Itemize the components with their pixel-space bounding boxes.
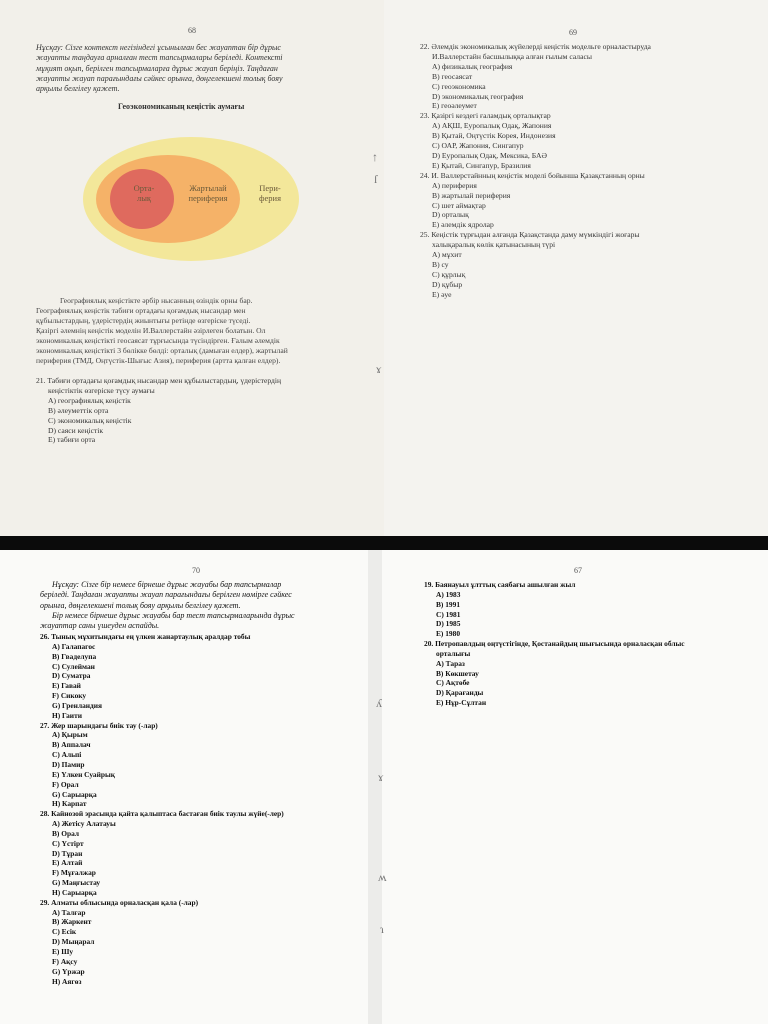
answer-option: D) Қарағанды: [436, 688, 484, 698]
pencil-mark: ʎ: [376, 696, 382, 710]
answer-option: C) Сулейман: [52, 661, 95, 671]
answer-option: F) Ақсу: [52, 956, 78, 966]
pencil-mark: ɤ: [376, 362, 382, 376]
question-text: 28. Кайнозой эрасында қайта қалыптаса бастаған биік таулы жүйе(-лер): [40, 809, 284, 819]
pencil-mark: ↑: [372, 150, 378, 164]
instruction-line: арқылы белгілеу қажет.: [36, 84, 120, 94]
pencil-mark: ɤ: [378, 770, 384, 784]
answer-option: C) геоэкономика: [432, 81, 486, 91]
question-text: 22. Әлемдік экономикалық жүйелерді кеңістік модельге орналастыруда: [420, 42, 651, 51]
answer-option: C) Альпі: [52, 750, 82, 760]
answer-option: G) Үржар: [52, 966, 85, 976]
instruction-line: беріледі. Таңдаған жауапты жауап парағындағы берілген нөмірге сәйкес: [40, 590, 292, 600]
answer-option: E) әуе: [432, 289, 452, 299]
answer-option: E) геоәлеумет: [432, 101, 477, 111]
instruction-line: мұқият оқып, берілген тапсырмаларға дұрыс жауап беріңіз. Таңдаған: [36, 63, 278, 73]
instruction-line: жауапты жауап парағындағы сәйкес орынға, дөңгелекшені толық бояу: [36, 73, 283, 83]
answer-option: B) Көкшетау: [436, 668, 479, 678]
question-text: 21. Табиғи ортадағы қоғамдық нысандар мен құбылыстардың, үдерістердің: [36, 376, 282, 385]
answer-option: E) Гавай: [52, 681, 81, 691]
answer-option: B) әлеуметтік орта: [48, 405, 109, 415]
instruction-line: Нұсқау: Сізге бір немесе бірнеше дұрыс жауабы бар тапсырмалар: [52, 580, 282, 589]
periphery-label: Пери- ферия: [259, 183, 281, 203]
answer-option: C) Ақтөбе: [436, 678, 470, 688]
core-label: Орта- лық: [133, 183, 155, 203]
answer-option: B) Гваделупа: [52, 651, 97, 661]
context-paragraph: [36, 296, 356, 366]
paragraph-line: экономикалық кеңістікті 3 бөлікке бөлді: орталық (дамыған елдер), жартылай: [36, 346, 288, 355]
answer-option: E) Алтай: [52, 858, 83, 868]
answer-option: F) Сикоку: [52, 691, 87, 701]
page-68: [0, 0, 384, 548]
answer-option: C) Үстірт: [52, 838, 84, 848]
instruction-line: орынға, дөңгелекшені толық бояу арқылы белгілеу қажет.: [40, 600, 241, 610]
question-text: 26. Тынық мұхитындағы ең үлкен жанартаулық аралдар тобы: [40, 632, 251, 641]
answer-option: E) Нұр-Сұлтан: [436, 698, 487, 708]
instruction-line: жауапты таңдауға арналған тест тапсырмалары беріледі. Контексті: [36, 53, 283, 63]
answer-option: E) Үлкен Суайрық: [52, 769, 116, 779]
answer-option: C) құрлық: [432, 269, 466, 279]
answer-option: B) су: [432, 259, 449, 269]
answer-option: D) саяси кеңістік: [48, 425, 104, 435]
answer-option: H) Карпат: [52, 799, 87, 809]
answer-option: E) табиғи орта: [48, 435, 96, 445]
answer-option: C) ОАР, Жапония, Сингапур: [432, 141, 524, 151]
question-text: 24. И. Валлерстайнның кеңістік моделі бойынша Қазақстанның орны: [420, 170, 645, 180]
answer-option: A) Жетісу Алатауы: [52, 819, 116, 829]
page-number: 69: [569, 28, 577, 37]
answer-option: B) 1991: [436, 599, 461, 609]
answer-option: C) экономикалық кеңістік: [48, 415, 132, 425]
answer-option: C) шет аймақтар: [432, 200, 486, 210]
question-text: халықаралық көлік қатынасының түрі: [432, 240, 556, 250]
paragraph-line: құбылыстардың, үдерістердің жиынтығы ретінде өзгерiске түседі.: [36, 316, 251, 325]
answer-option: A) АҚШ, Еуропалық Одақ, Жапония: [432, 121, 552, 131]
questions-26-29: [40, 632, 370, 986]
page-gutter: [368, 550, 382, 1024]
answer-option: B) Қытай, Оңтүстік Корея, Индонезия: [432, 131, 556, 141]
answer-option: C) Есік: [52, 927, 77, 937]
pencil-mark: ɿ: [380, 922, 384, 936]
page-67: [376, 550, 768, 1024]
instruction-block: [36, 43, 356, 94]
question-text: 20. Петропавлдың оңтүстігінде, Қостанайдың шығысында орналасқан облыс: [424, 639, 685, 649]
questions-19-20: [424, 580, 764, 708]
answer-option: A) Қырым: [52, 730, 88, 740]
pencil-mark: ʍ: [378, 870, 387, 884]
answer-option: B) жартылай периферия: [432, 190, 511, 200]
answer-option: A) Галапагос: [52, 641, 96, 651]
semi-periphery-label: Жартылай периферия: [188, 183, 228, 203]
answer-option: D) Памир: [52, 759, 85, 769]
page-69: [372, 0, 768, 548]
question-text: кеңістіктік өзгеріске түсу аумағы: [48, 385, 155, 395]
question-text: орталығы: [436, 648, 471, 658]
answer-option: B) Орал: [52, 828, 80, 838]
questions-22-25: [420, 42, 760, 300]
answer-option: B) Аппалач: [52, 740, 91, 750]
question-text: 19. Баянауыл ұлттық саябағы ашылған жыл: [424, 580, 576, 589]
answer-option: A) периферия: [432, 180, 477, 190]
answer-option: B) геосаясат: [432, 71, 473, 81]
answer-option: G) Маңғыстау: [52, 878, 101, 888]
instruction-line: Бір немесе бірнеше дұрыс жауабы бар тест тапсырмаларында дұрыс: [52, 610, 295, 620]
answer-option: H) Гаити: [52, 710, 82, 720]
answer-option: A) физикалық география: [432, 61, 513, 71]
answer-option: G) Сарыарқа: [52, 789, 97, 799]
answer-option: A) мұхит: [432, 250, 462, 260]
answer-option: A) Талғар: [52, 907, 86, 917]
instruction-block: [40, 580, 360, 631]
paragraph-line: Географиялық кеңістікте әрбір нысанның өзіндік орны бар.: [60, 296, 253, 305]
question-text: 27. Жер шарындағы биік тау (-лар): [40, 720, 158, 730]
answer-option: D) Мыңарал: [52, 937, 95, 947]
page-70: [0, 550, 384, 1024]
paragraph-line: экономикалық кеңістікті геосаясат тұрғысында түсіндірген. Ғалым әлемдік: [36, 336, 280, 345]
answer-option: A) 1983: [436, 589, 461, 599]
page-number: 67: [574, 566, 582, 575]
pencil-mark: ſ: [374, 172, 378, 186]
instruction-line: жауаптар саны үшеуден аспайды.: [40, 621, 160, 631]
page-number: 70: [192, 566, 200, 575]
answer-option: D) Суматра: [52, 671, 91, 681]
paragraph-line: периферия (ТМД, Оңтүстік-Шығыс Азия), периферия (артта қалған елдер).: [36, 356, 281, 365]
answer-option: D) Еуропалық Одақ, Мексика, БАӘ: [432, 150, 547, 160]
answer-option: A) Тараз: [436, 658, 465, 668]
answer-option: E) 1980: [436, 629, 461, 639]
answer-option: F) Мұғалжар: [52, 868, 96, 878]
answer-option: B) Жаркент: [52, 917, 92, 927]
question-21: [36, 376, 366, 445]
question-text: И.Валлерстайн басшылыққа алған ғылым саласы: [432, 51, 592, 61]
answer-option: D) құбыр: [432, 279, 463, 289]
answer-option: D) орталық: [432, 210, 469, 220]
answer-option: H) Сарыарқа: [52, 887, 97, 897]
answer-option: G) Гренландия: [52, 700, 103, 710]
answer-option: H) Аягөз: [52, 976, 82, 986]
paragraph-line: Қазіргі әлемнің кеңістік моделін И.Валлерстайн әзірлеген болатын. Ол: [36, 326, 266, 335]
question-text: 25. Кеңістік тұрғыдан алғанда Қазақстанда даму мүмкіндігі жоғары: [420, 230, 640, 240]
instruction-line: Нұсқау: Сізге контекст негізіндегі ұсынылған бес жауаптан бір дұрыс: [36, 43, 281, 52]
answer-option: F) Орал: [52, 779, 79, 789]
question-text: 29. Алматы облысында орналасқан қала (-лар): [40, 897, 199, 907]
answer-option: D) 1985: [436, 619, 461, 629]
answer-option: A) географиялық кеңістік: [48, 395, 131, 405]
answer-option: D) экономикалық география: [432, 91, 524, 101]
answer-option: C) 1981: [436, 609, 461, 619]
answer-option: E) әлемдік ядролар: [432, 220, 494, 230]
paragraph-line: Географиялық кеңістік табиғи ортадағы қоғамдық нысандар мен: [36, 306, 246, 315]
answer-option: E) Шу: [52, 947, 74, 956]
scan-gap: [0, 536, 768, 550]
answer-option: E) Қытай, Сингапур, Бразилия: [432, 160, 531, 170]
question-text: 23. Қазіргі кездегі ғаламдық орталықтар: [420, 111, 551, 121]
answer-option: D) Тұран: [52, 848, 83, 858]
section-heading: Геоэкономиканың кеңістік аумағы: [118, 102, 245, 111]
page-number: 68: [188, 26, 196, 35]
